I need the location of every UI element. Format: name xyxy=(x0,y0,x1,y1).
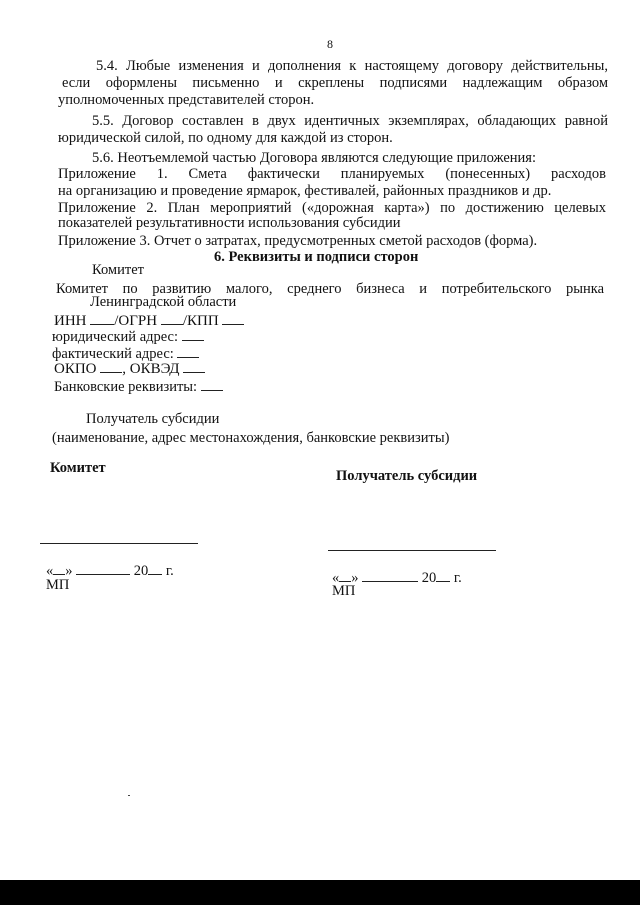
ogrn-label: /ОГРН xyxy=(114,313,158,329)
appendix-1-line-1: Приложение 1. Смета фактически планируемых (понесенных) расходов xyxy=(58,166,606,182)
ogrn-blank xyxy=(161,311,183,325)
okved-label: , ОКВЭД xyxy=(122,361,180,377)
okpo-label: ОКПО xyxy=(54,361,97,377)
year-prefix-left: 20 xyxy=(133,563,149,579)
year-prefix-right: 20 xyxy=(421,570,437,586)
appendix-2-line-1: Приложение 2. План мероприятий («дорожная карта») по достижению целевых xyxy=(58,200,606,216)
date-close-quote-left: » xyxy=(65,563,73,579)
clause-5-4-line-2: если оформлены письменно и скреплены подписями надлежащим образом xyxy=(62,75,608,91)
signature-line-right xyxy=(328,550,496,551)
recipient-label: Получатель субсидии xyxy=(86,411,220,427)
year-blank-right xyxy=(436,568,450,582)
date-open-quote-left: « xyxy=(46,563,54,579)
okpo-blank xyxy=(100,359,122,373)
bank-details-blank xyxy=(201,377,223,391)
signature-committee-title: Комитет xyxy=(50,460,106,476)
year-suffix-left: г. xyxy=(165,563,174,579)
stamp-left: МП xyxy=(46,577,70,593)
signature-line-left xyxy=(40,543,198,544)
recipient-note: (наименование, адрес местонахождения, банковские реквизиты) xyxy=(52,430,450,446)
day-blank-left xyxy=(53,561,65,575)
committee-name-line-2: Ленинградской области xyxy=(90,294,237,310)
clause-5-4-line-3: уполномоченных представителей сторон. xyxy=(58,92,315,108)
year-blank-left xyxy=(148,561,162,575)
date-open-quote-right: « xyxy=(332,570,340,586)
bank-details-label: Банковские реквизиты: xyxy=(54,379,198,395)
month-blank-right xyxy=(362,568,418,582)
scan-bottom-edge xyxy=(0,880,640,905)
clause-5-5-line-2: юридической силой, по одному для каждой из сторон. xyxy=(58,130,393,146)
month-blank-left xyxy=(76,561,130,575)
signature-recipient-title: Получатель субсидии xyxy=(336,468,478,484)
kpp-label: /КПП xyxy=(182,313,219,329)
page-number: 8 xyxy=(327,37,333,51)
legal-address-blank xyxy=(182,327,204,341)
appendix-3: Приложение 3. Отчет о затратах, предусмотренных сметой расходов (форма). xyxy=(58,233,538,249)
committee-label: Комитет xyxy=(92,262,144,278)
year-suffix-right: г. xyxy=(453,570,462,586)
day-blank-right xyxy=(339,568,351,582)
bank-details-line xyxy=(54,377,223,396)
kpp-blank xyxy=(222,311,244,325)
okved-blank xyxy=(183,359,205,373)
clause-5-6: 5.6. Неотъемлемой частью Договора являются следующие приложения: xyxy=(92,150,536,166)
date-close-quote-right: » xyxy=(351,570,359,586)
okpo-okved-line xyxy=(54,359,205,378)
clause-5-5-line-1: 5.5. Договор составлен в двух идентичных экземплярах, обладающих равной xyxy=(92,113,608,129)
scan-speck xyxy=(128,795,130,796)
actual-address-blank xyxy=(177,344,199,358)
committee-name-line-1: Комитет по развитию малого, среднего бизнеса и потребительского рынка xyxy=(56,281,604,297)
legal-address-label: юридический адрес: xyxy=(52,329,179,345)
inn-label: ИНН xyxy=(54,313,87,329)
actual-address-label: фактический адрес: xyxy=(52,346,174,362)
stamp-right: МП xyxy=(332,583,356,599)
clause-5-4-line-1: 5.4. Любые изменения и дополнения к настоящему договору действительны, xyxy=(96,58,608,74)
section-6-heading: 6. Реквизиты и подписи сторон xyxy=(214,249,419,265)
inn-blank xyxy=(90,311,114,325)
appendix-2-line-2: показателей результативности использования субсидии xyxy=(58,215,401,231)
appendix-1-line-2: на организацию и проведение ярмарок, фестивалей, районных праздников и др. xyxy=(58,183,552,199)
